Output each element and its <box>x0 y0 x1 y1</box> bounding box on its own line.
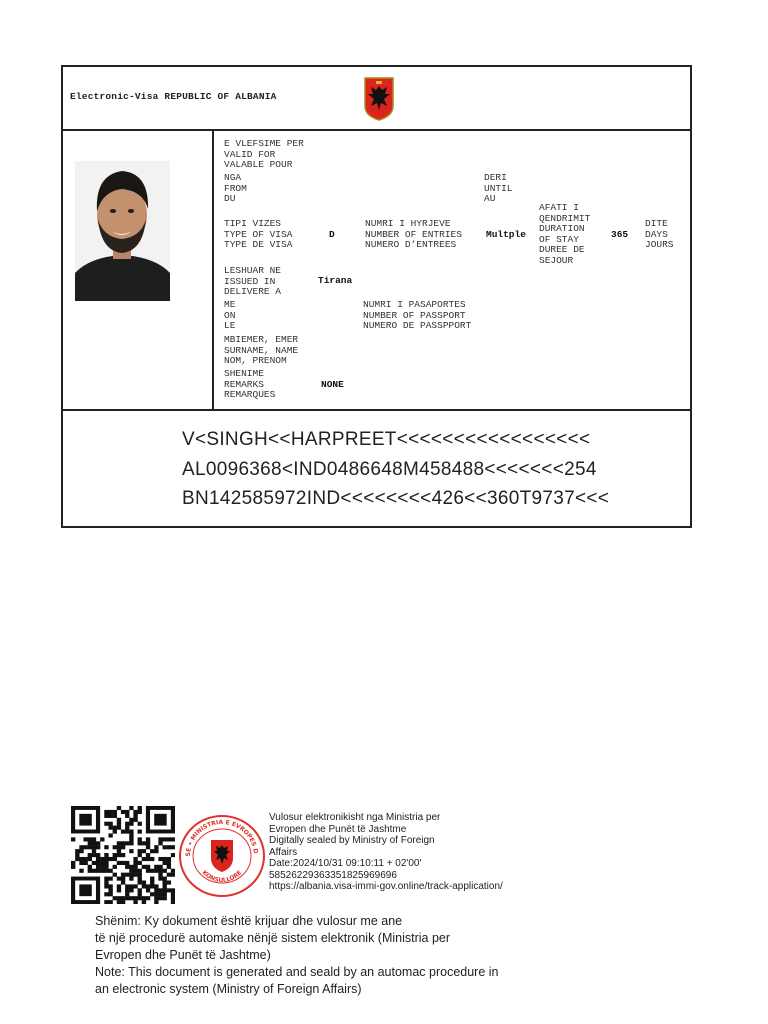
document-note <box>95 913 555 998</box>
surname-label: MBIEMER, EMER SURNAME, NAME NOM, PRENOM <box>224 334 299 366</box>
duration-value: 365 <box>611 229 629 240</box>
entries-label: NUMRI I HYRJEVE NUMBER OF ENTRIES NUMERO D’ENTREES <box>365 218 462 250</box>
note-line-2: të një procedurë automake nënjë sistem elektronik (Ministria per <box>95 931 451 945</box>
digital-seal-info <box>269 812 569 893</box>
visa-title: Electronic-Visa REPUBLIC OF ALBANIA <box>70 91 277 102</box>
duration-label: AFATI I QENDRIMIT DURATION OF STAY DUREE DE SEJOUR <box>539 202 591 266</box>
holder-photo <box>75 161 170 301</box>
visa-type-value: D <box>329 229 335 240</box>
albania-eagle-emblem-icon <box>363 76 395 122</box>
seal-date: Date:2024/10/31 09:10:11 + 02'00' <box>269 858 422 869</box>
remarks-value: NONE <box>321 379 344 390</box>
seal-line-1: Vulosur elektronikisht nga Ministria per <box>269 812 441 823</box>
seal-line-3: Digitally sealed by Ministry of Foreign <box>269 835 435 846</box>
passport-number-label: NUMRI I PASAPORTES NUMBER OF PASSPORT NUMERO DE PASSPPORT <box>363 299 472 331</box>
photo-divider <box>212 129 214 409</box>
seal-number: 5852622936335182596969​6 <box>269 869 397 881</box>
mrz-line-2: AL0096368<IND0486648M458488<<<<<<<254 <box>182 459 597 480</box>
header-divider <box>63 129 690 131</box>
mrz-line-1: V<SINGH<<HARPREET<<<<<<<<<<<<<<<<< <box>182 429 591 450</box>
seal-line-2: Evropen dhe Punët të Jashtme <box>269 823 407 835</box>
entries-value: Multple <box>486 229 526 240</box>
from-label: NGA FROM DU <box>224 172 247 204</box>
track-application-link[interactable]: https://albania.visa-immi-gov.online/track-application/ <box>269 881 503 892</box>
mrz-line-3: BN142585972IND<<<<<<<<426<<360T9737<<< <box>182 488 610 509</box>
seal-ring-text: SE • MINISTRIA E EVROPES D <box>184 818 259 857</box>
note-line-5: an electronic system (Ministry of Foreign Affairs) <box>95 982 362 996</box>
visa-card <box>61 65 692 528</box>
visa-type-label: TIPI VIZES TYPE OF VISA TYPE DE VISA <box>224 218 293 250</box>
seal-line-4: Affairs <box>269 846 298 858</box>
note-line-1: Shënim: Ky dokument është krijuar dhe vulosur me ane <box>95 914 403 928</box>
issue-date-label: ME ON LE <box>224 299 236 331</box>
until-label: DERI UNTIL AU <box>484 172 513 204</box>
seal-bottom-text: KONSULLORE <box>200 869 244 885</box>
note-line-4: Note: This document is generated and seald by an automac procedure in <box>95 965 499 979</box>
qr-code-icon <box>71 806 175 904</box>
mrz-divider <box>63 409 690 411</box>
ministry-seal-icon <box>178 814 266 898</box>
remarks-label: SHENIME REMARKS REMARQUES <box>224 368 276 400</box>
issued-in-label: LESHUAR NE ISSUED IN DELIVERE A <box>224 265 282 297</box>
days-label: DITE DAYS JOURS <box>645 218 674 250</box>
valid-for-label: E VLEFSIME PER VALID FOR VALABLE POUR <box>224 138 304 170</box>
note-line-3: Evropen dhe Punët të Jashtme) <box>95 948 271 962</box>
issued-in-value: Tirana <box>318 275 353 286</box>
